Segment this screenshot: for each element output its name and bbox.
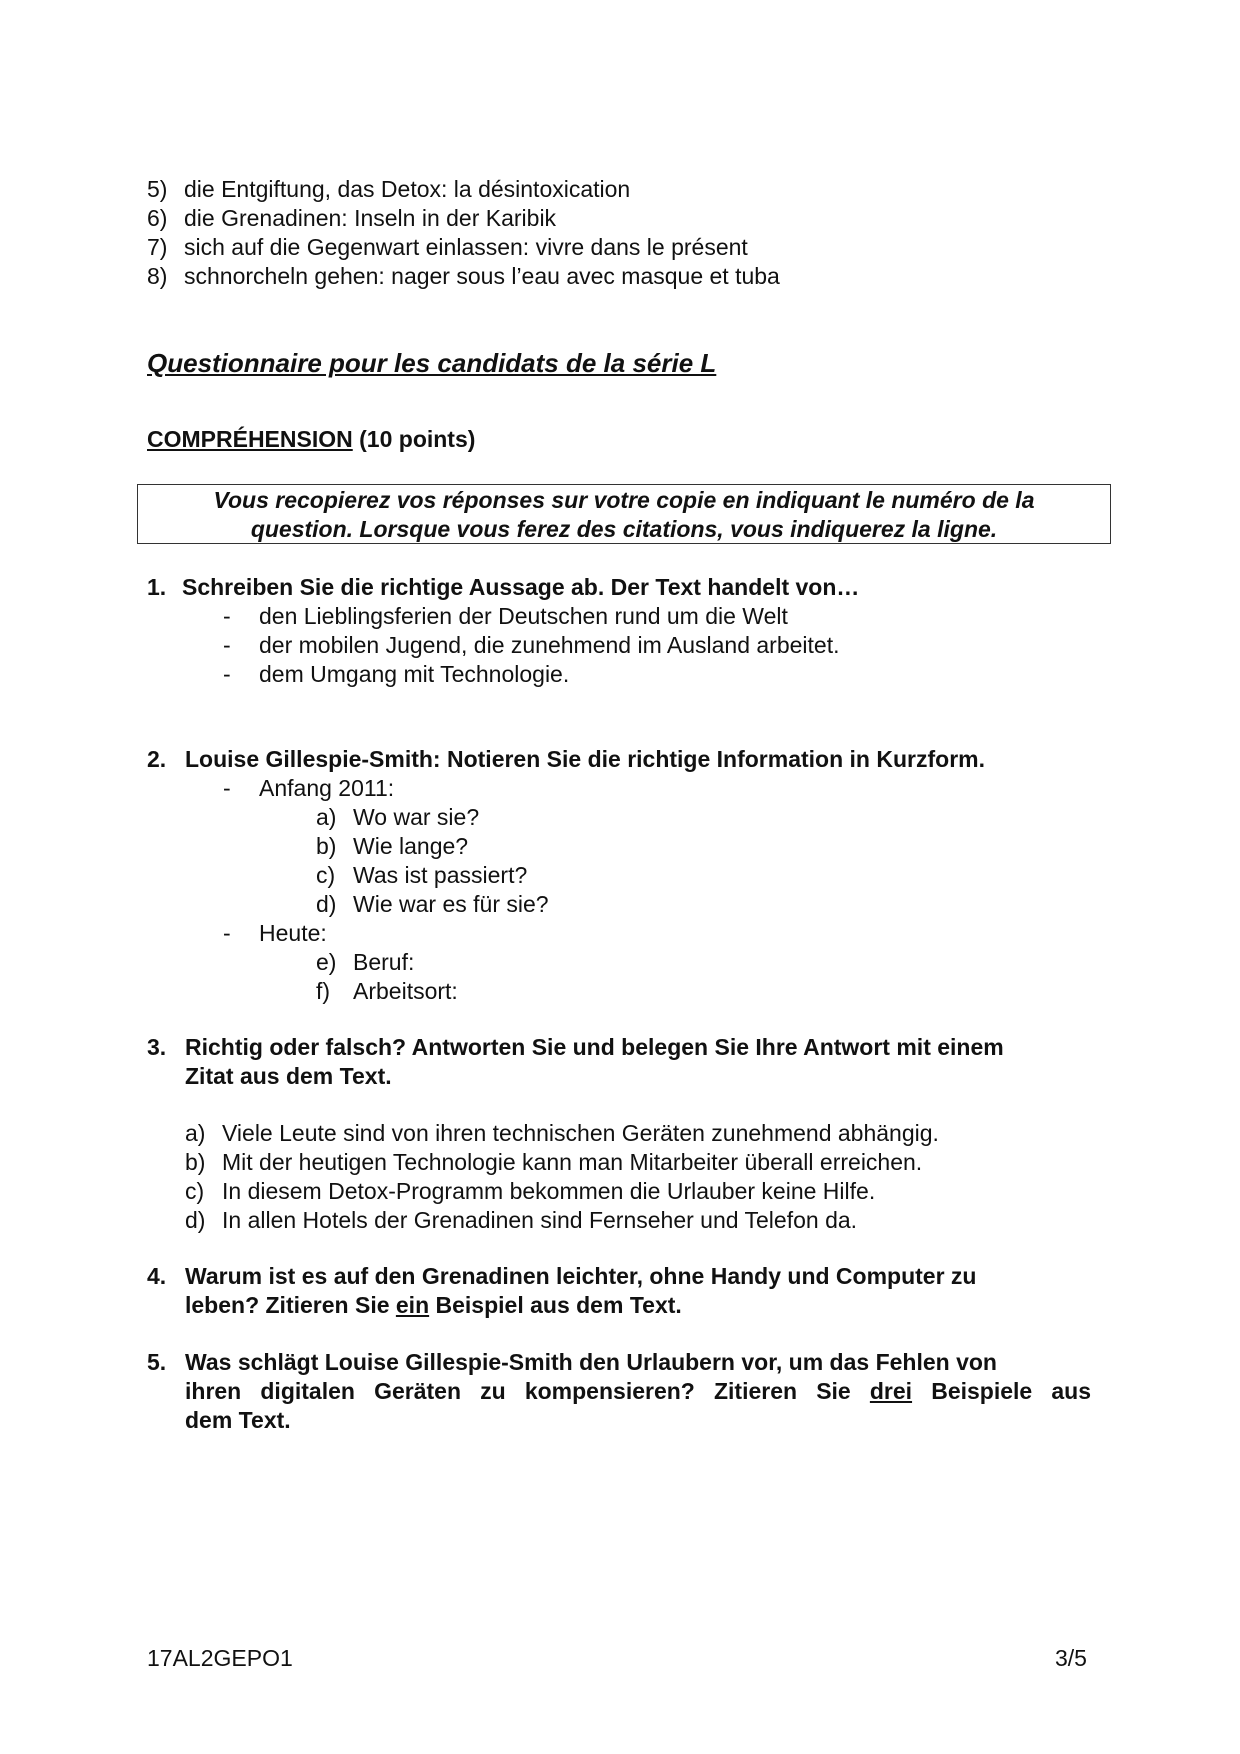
option-dash: - [223,775,231,801]
question-number: 2. [147,746,167,772]
instruction-box [137,484,1111,544]
vocab-item: 8) schnorcheln gehen: nager sous l’eau avec masque et tuba [147,263,780,289]
question-number: 4. [147,1263,167,1289]
page-number: 3/5 [1055,1645,1087,1671]
footer-code: 17AL2GEPO1 [147,1645,293,1671]
vocab-item: 6) die Grenadinen: Inseln in der Karibik [147,205,557,231]
vocab-item: 7) sich auf die Gegenwart einlassen: vivre dans le présent [147,234,748,260]
question-text: Was schlägt Louise Gillespie-Smith den Urlaubern vor, um das Fehlen von [185,1349,997,1375]
question-text: Schreiben Sie die richtige Aussage ab. Der Text handelt von… [182,574,860,600]
option-text: den Lieblingsferien der Deutschen rund um die Welt [259,603,788,629]
option-dash: - [223,661,231,687]
group-label: Anfang 2011: [259,775,395,801]
instruction-line: Vous recopierez vos réponses sur votre copie en indiquant le numéro de la [213,487,1035,513]
question-text: Zitat aus dem Text. [185,1063,392,1089]
sub-item: b) Wie lange? [316,833,469,859]
vocab-item: 5) die Entgiftung, das Detox: la désintoxication [147,176,631,202]
sub-item: a) Wo war sie? [316,804,480,830]
option-dash: - [223,603,231,629]
sub-item: c) Was ist passiert? [316,862,528,888]
question-text: Richtig oder falsch? Antworten Sie und belegen Sie Ihre Antwort mit einem [185,1034,1004,1060]
sub-item: f) Arbeitsort: [316,978,458,1004]
question-text: ihren digitalen Geräten zu kompensieren? Zitieren Sie drei Beispiele aus [185,1378,1091,1404]
statement-item: d) In allen Hotels der Grenadinen sind Fernseher und Telefon da. [185,1207,858,1233]
question-text: Warum ist es auf den Grenadinen leichter, ohne Handy und Computer zu [185,1263,977,1289]
option-dash: - [223,632,231,658]
question-number: 1. [147,574,167,600]
page-heading: Questionnaire pour les candidats de la série L [147,348,717,378]
section-title: COMPRÉHENSION (10 points) [147,426,476,452]
question-text: dem Text. [185,1407,291,1433]
option-text: der mobilen Jugend, die zunehmend im Ausland arbeitet. [259,632,840,658]
sub-item: e) Beruf: [316,949,415,975]
question-text: leben? Zitieren Sie ein Beispiel aus dem Text. [185,1292,682,1318]
statement-item: a) Viele Leute sind von ihren technischen Geräten zunehmend abhängig. [185,1120,939,1146]
option-text: dem Umgang mit Technologie. [259,661,570,687]
sub-item: d) Wie war es für sie? [316,891,549,917]
instruction-line: question. Lorsque vous ferez des citations, vous indiquerez la ligne. [250,516,998,542]
question-number: 5. [147,1349,167,1375]
group-label: Heute: [259,920,327,946]
question-text: Louise Gillespie-Smith: Notieren Sie die richtige Information in Kurzform. [185,746,985,772]
option-dash: - [223,920,231,946]
question-number: 3. [147,1034,167,1060]
statement-item: c) In diesem Detox-Programm bekommen die Urlauber keine Hilfe. [185,1178,876,1204]
statement-item: b) Mit der heutigen Technologie kann man Mitarbeiter überall erreichen. [185,1149,923,1175]
